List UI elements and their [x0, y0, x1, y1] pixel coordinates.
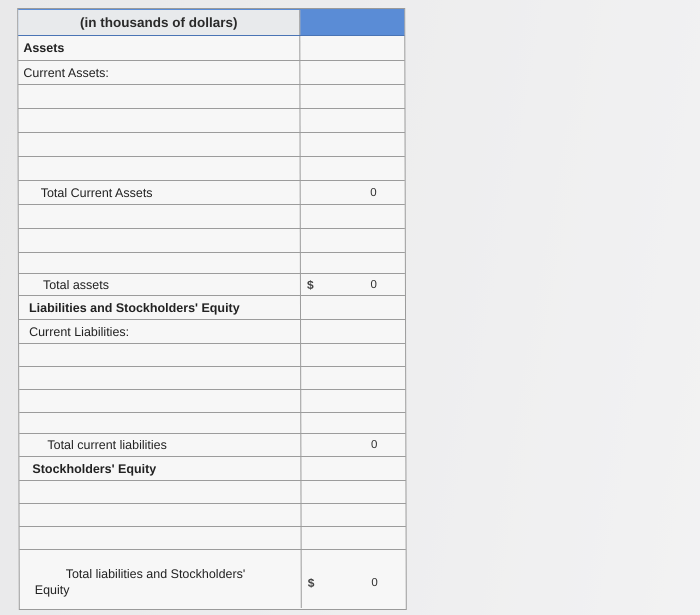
asset-amount-input[interactable]	[300, 85, 404, 108]
current-liabilities-heading: Current Liabilities:	[29, 324, 130, 339]
liabilities-heading: Liabilities and Stockholders' Equity	[28, 300, 240, 315]
equity-input-row	[20, 504, 406, 527]
liability-input-row	[19, 390, 405, 413]
total-assets-label: Total assets	[42, 277, 109, 292]
liability-input-row	[19, 367, 405, 390]
asset-name-input[interactable]	[19, 253, 300, 273]
total-assets-row	[19, 274, 405, 296]
liability-name-input[interactable]	[19, 344, 300, 366]
equity-name-input[interactable]	[20, 527, 301, 549]
liability-amount-input[interactable]	[301, 413, 405, 433]
total-current-assets-label: Total Current Assets	[40, 185, 153, 200]
liability-input-row	[19, 344, 405, 367]
total-liabilities-equity-row	[20, 550, 406, 608]
asset-name-input[interactable]	[18, 109, 299, 132]
equity-input-row	[20, 527, 406, 550]
liability-name-input[interactable]	[19, 367, 300, 389]
assets-heading: Assets	[23, 41, 65, 55]
liability-amount-input[interactable]	[301, 390, 405, 412]
asset-amount-input[interactable]	[301, 229, 405, 252]
total-current-liabilities-value: 0	[370, 439, 378, 451]
header-title: (in thousands of dollars)	[18, 10, 300, 35]
total-current-liabilities-row	[19, 434, 405, 457]
asset-amount-input[interactable]	[301, 253, 405, 273]
asset-name-input[interactable]	[18, 85, 299, 108]
equity-amount-input[interactable]	[302, 504, 406, 526]
liability-input-row	[19, 413, 405, 434]
total-liabilities-equity-label-line2: Equity	[34, 583, 70, 597]
total-liabilities-equity-value: 0	[371, 577, 378, 589]
asset-name-input[interactable]	[19, 133, 300, 156]
liability-amount-input[interactable]	[301, 344, 405, 366]
equity-name-input[interactable]	[19, 481, 300, 503]
asset-input-row	[19, 205, 405, 229]
current-assets-heading-row	[18, 61, 404, 85]
equity-heading: Stockholders' Equity	[32, 461, 157, 476]
total-assets-value: 0	[370, 278, 377, 291]
liability-name-input[interactable]	[19, 390, 300, 412]
total-liabilities-equity-label-line1: Total liabilities and Stockholders'	[65, 567, 246, 581]
current-liabilities-heading-row	[19, 320, 405, 344]
asset-amount-input[interactable]	[301, 157, 405, 180]
total-current-assets-row	[19, 181, 405, 205]
equity-amount-input[interactable]	[301, 481, 405, 503]
asset-input-row	[19, 133, 405, 157]
asset-input-row	[18, 109, 404, 133]
asset-name-input[interactable]	[19, 157, 300, 180]
liabilities-heading-row	[19, 296, 405, 320]
asset-amount-input[interactable]	[301, 205, 405, 228]
asset-name-input[interactable]	[19, 205, 300, 228]
equity-amount-input[interactable]	[302, 527, 406, 549]
asset-amount-input[interactable]	[301, 133, 405, 156]
assets-heading-row	[18, 36, 404, 61]
total-liabilities-equity-currency: $	[307, 576, 315, 590]
current-assets-heading: Current Assets:	[23, 65, 109, 80]
asset-input-row	[19, 253, 405, 274]
asset-input-row	[18, 85, 404, 109]
equity-heading-row	[19, 457, 405, 481]
asset-input-row	[19, 229, 405, 253]
asset-input-row	[19, 157, 405, 181]
total-current-liabilities-label: Total current liabilities	[47, 438, 167, 452]
total-current-assets-value: 0	[370, 186, 377, 199]
balance-sheet-form	[17, 8, 407, 610]
asset-name-input[interactable]	[19, 229, 300, 252]
total-assets-currency: $	[306, 277, 314, 292]
liability-name-input[interactable]	[19, 413, 300, 433]
asset-amount-input[interactable]	[300, 109, 404, 132]
liability-amount-input[interactable]	[301, 367, 405, 389]
equity-name-input[interactable]	[20, 504, 301, 526]
total-assets-cell	[301, 274, 405, 295]
equity-input-row	[19, 481, 405, 504]
